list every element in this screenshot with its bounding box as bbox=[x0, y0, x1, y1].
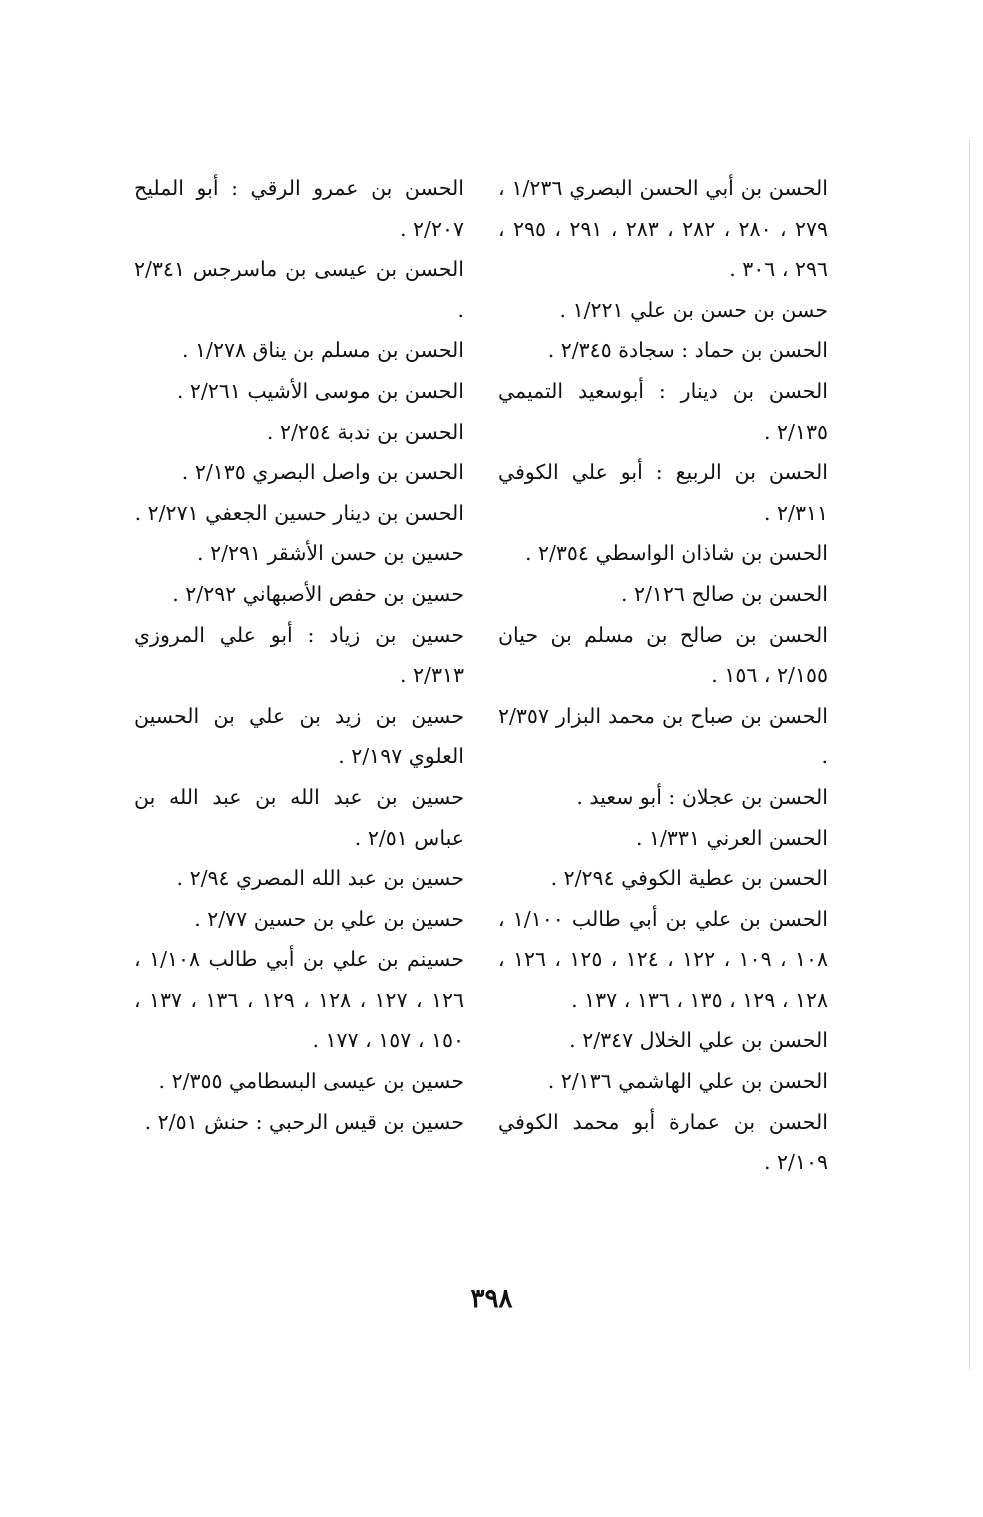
index-column-right bbox=[498, 168, 828, 1183]
index-entry: حسين بن عيسى البسطامي ٢/٣٥٥ . bbox=[158, 1069, 464, 1094]
index-entry: الحسن بن ندبة ٢/٢٥٤ . bbox=[266, 419, 464, 444]
index-entry: الحسن بن أبي الحسن البصري ١/٢٣٦ ، ٢٧٩ ، ٢٨٠ ، ٢٨٢ ، ٢٨٣ ، ٢٩١ ، ٢٩٥ ، ٢٩٦ ، ٣٠٦ . bbox=[498, 176, 829, 282]
index-entry: الحسن بن الربيع : أبو علي الكوفي ٢/٣١١ . bbox=[498, 460, 828, 525]
page-number: ٣٩٨ bbox=[470, 1284, 513, 1314]
page-edge-line bbox=[969, 140, 970, 1370]
index-entry: الحسن بن عمرو الرقي : أبو المليح ٢/٢٠٧ . bbox=[134, 176, 464, 241]
index-entry: الحسن بن صباح بن محمد البزار ٢/٣٥٧ . bbox=[498, 703, 828, 769]
index-entry: حسين بن عبد الله المصري ٢/٩٤ . bbox=[176, 866, 464, 891]
index-entry: حسين بن زيد بن علي بن الحسين العلوي ٢/١٩٧ . bbox=[134, 703, 464, 769]
index-entry: حسين بن حسن الأشقر ٢/٢٩١ . bbox=[197, 541, 464, 566]
index-entry: الحسن بن صالح بن مسلم بن حيان ٢/١٥٥ ، ١٥٦ . bbox=[498, 622, 828, 688]
index-entry: الحسن بن عيسى بن ماسرجس ٢/٣٤١ . bbox=[134, 257, 464, 322]
index-entry: الحسن بن علي بن أبي طالب ١/١٠٠ ، ١٠٨ ، ١٠٩ ، ١٢٢ ، ١٢٤ ، ١٢٥ ، ١٢٦ ، ١٢٨ ، ١٢٩ ، ١٣٥ ، ١٣٦ ، ١٣٧ . bbox=[498, 906, 828, 1012]
index-entry: الحسن بن مسلم بن يناق ١/٢٧٨ . bbox=[181, 338, 464, 363]
index-entry: الحسن بن واصل البصري ٢/١٣٥ . bbox=[181, 460, 464, 485]
index-entry: الحسن بن علي الخلال ٢/٣٤٧ . bbox=[569, 1028, 828, 1053]
index-entry: حسين بن زياد : أبو علي المروزي ٢/٣١٣ . bbox=[134, 622, 464, 688]
index-entry: الحسن بن عمارة أبو محمد الكوفي ٢/١٠٩ . bbox=[498, 1109, 828, 1175]
index-entry: الحسن بن دينار حسين الجعفي ٢/٢٧١ . bbox=[134, 500, 464, 525]
index-entry: الحسن بن علي الهاشمي ٢/١٣٦ . bbox=[547, 1069, 828, 1094]
index-entry: الحسن بن دينار : أبوسعيد التميمي ٢/١٣٥ . bbox=[498, 378, 828, 444]
index-entry: الحسن بن عطية الكوفي ٢/٢٩٤ . bbox=[550, 866, 828, 891]
index-entry: الحسن بن صالح ٢/١٢٦ . bbox=[620, 581, 828, 606]
index-entry: الحسن بن شاذان الواسطي ٢/٣٥٤ . bbox=[524, 541, 828, 566]
index-entry: الحسن بن موسى الأشيب ٢/٢٦١ . bbox=[176, 378, 464, 403]
index-entry: الحسن العرني ١/٣٣١ . bbox=[635, 825, 828, 850]
index-entry: حسن بن حسن بن علي ١/٢٢١ . bbox=[559, 297, 828, 322]
index-entry: حسين بن حفص الأصبهاني ٢/٢٩٢ . bbox=[172, 581, 464, 606]
index-entry: الحسن بن حماد : سجادة ٢/٣٤٥ . bbox=[547, 338, 828, 363]
index-column-left bbox=[134, 168, 464, 1142]
index-entry: حسين بن علي بن حسين ٢/٧٧ . bbox=[194, 906, 464, 931]
index-entry: الحسن بن عجلان : أبو سعيد . bbox=[576, 784, 828, 809]
index-entry: حسينم بن علي بن أبي طالب ١/١٠٨ ، ١٢٦ ، ١٢٧ ، ١٢٨ ، ١٢٩ ، ١٣٦ ، ١٣٧ ، ١٥٠ ، ١٥٧ ، ١٧٧ . bbox=[134, 947, 464, 1053]
index-entry: حسين بن قيس الرحبي : حنش ٢/٥١ . bbox=[144, 1109, 464, 1134]
index-entry: حسين بن عبد الله بن عبد الله بن عباس ٢/٥١ . bbox=[134, 784, 464, 850]
